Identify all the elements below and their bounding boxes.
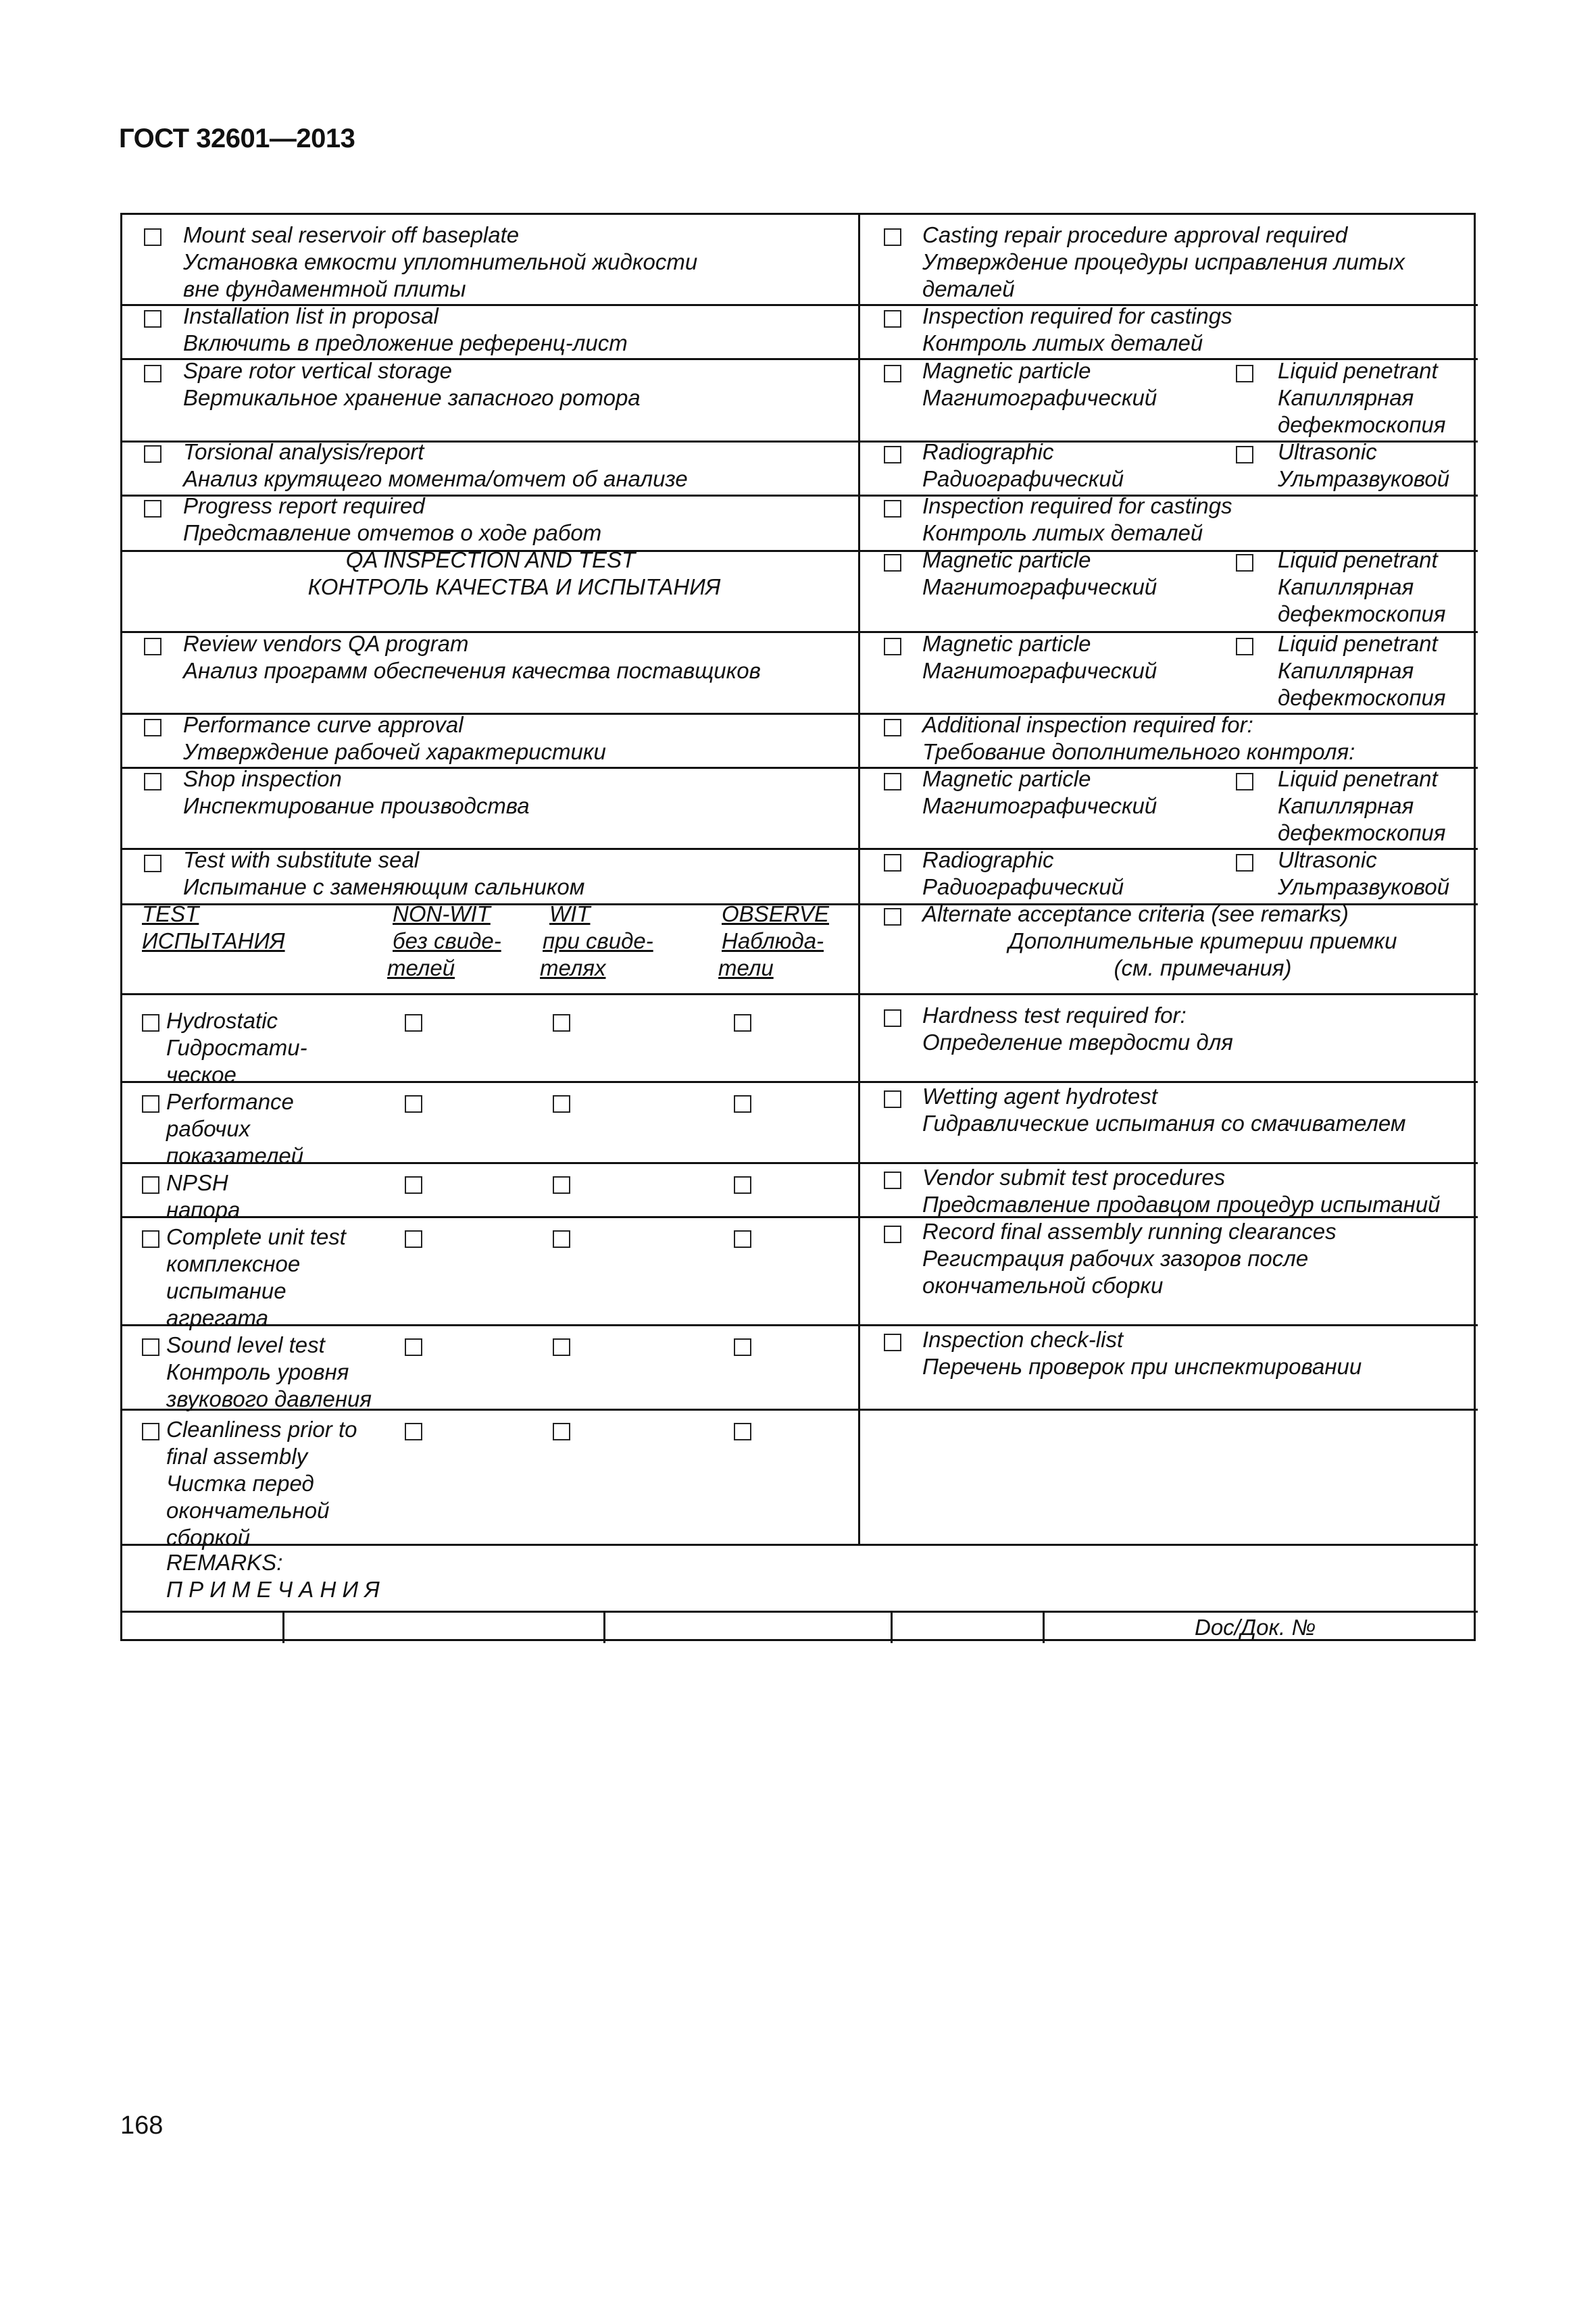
qa-title: QA INSPECTION AND TEST <box>345 547 636 572</box>
checkbox-review-qa[interactable] <box>144 638 161 655</box>
col-nonwit-ru2: телей <box>387 955 455 980</box>
table-cell <box>122 1613 284 1643</box>
col-nonwit: NON-WIT <box>393 901 491 926</box>
form-text: дефектоскопия <box>1278 412 1446 437</box>
form-text: Капиллярная <box>1278 574 1414 599</box>
document-header: ГОСТ 32601—2013 <box>119 124 355 153</box>
checkbox-magnetic-particle[interactable] <box>884 365 901 382</box>
checkbox-liquid-penetrant[interactable] <box>1236 773 1253 790</box>
table-cell <box>284 1613 605 1643</box>
checkbox-inspection-checklist[interactable] <box>884 1334 901 1351</box>
checkbox-inspection-castings-2[interactable] <box>884 500 901 518</box>
test-name: Hydrostatic <box>166 1008 278 1033</box>
form-text: Liquid penetrant <box>1278 631 1438 656</box>
checkbox-test-t1[interactable] <box>142 1014 159 1032</box>
form-text: Liquid penetrant <box>1278 547 1438 572</box>
checkbox-observe[interactable] <box>734 1423 751 1440</box>
form-text: дефектоскопия <box>1278 601 1446 626</box>
form-text: Перечень проверок при инспектировании <box>922 1354 1362 1379</box>
checkbox-test-t3[interactable] <box>142 1176 159 1194</box>
page-number: 168 <box>120 2111 164 2140</box>
checkbox-wit[interactable] <box>553 1230 570 1248</box>
checkbox-mount-seal[interactable] <box>144 228 161 246</box>
checkbox-installation-list[interactable] <box>144 310 161 328</box>
form-text: Installation list in proposal <box>183 303 439 328</box>
form-text: Vendor submit test procedures <box>922 1165 1226 1190</box>
checkbox-spare-rotor[interactable] <box>144 365 161 382</box>
checkbox-test-t2[interactable] <box>142 1095 159 1113</box>
col-wit: WIT <box>549 901 591 926</box>
checkbox-alternate-criteria[interactable] <box>884 908 901 926</box>
test-name: звукового давления <box>166 1386 372 1411</box>
checkbox-test-t5[interactable] <box>142 1338 159 1356</box>
test-name: Complete unit test <box>166 1224 346 1249</box>
form-text: Магнитографический <box>922 385 1157 410</box>
checkbox-magnetic-particle[interactable] <box>884 773 901 790</box>
form-text: Представление продавцом процедур испытаний <box>922 1192 1441 1217</box>
form-text: Контроль литых деталей <box>922 520 1203 545</box>
remarks-label-ru: П Р И М Е Ч А Н И Я <box>166 1577 380 1602</box>
form-text: Inspection check-list <box>922 1327 1124 1352</box>
form-text: Wetting agent hydrotest <box>922 1084 1157 1109</box>
form-text: Включить в предложение референц-лист <box>183 330 628 355</box>
form-text: Magnetic particle <box>922 547 1091 572</box>
checkbox-observe[interactable] <box>734 1176 751 1194</box>
form-text: Inspection required for castings <box>922 303 1232 328</box>
form-text: Магнитографический <box>922 658 1157 683</box>
checkbox-liquid-penetrant[interactable] <box>1236 638 1253 655</box>
test-name: NPSH <box>166 1170 228 1195</box>
form-text: Mount seal reservoir off baseplate <box>183 222 520 247</box>
test-name: Sound level test <box>166 1332 325 1357</box>
checkbox-test-t6[interactable] <box>142 1423 159 1440</box>
form-text: Испытание с заменяющим сальником <box>183 874 585 899</box>
col-wit-ru2: телях <box>540 955 606 980</box>
checkbox-nonwit[interactable] <box>405 1423 422 1440</box>
form-text: деталей <box>922 276 1015 301</box>
form-text: Радиографический <box>922 466 1124 491</box>
form-text: Spare rotor vertical storage <box>183 358 453 383</box>
table-cell <box>893 1613 1045 1643</box>
test-name: показателей <box>166 1143 304 1168</box>
form-text: Progress report required <box>183 493 425 518</box>
checkbox-radiographic[interactable] <box>884 854 901 872</box>
checkbox-liquid-penetrant[interactable] <box>1236 554 1253 572</box>
checkbox-vendor-procedures[interactable] <box>884 1172 901 1189</box>
form-text: Record final assembly running clearances <box>922 1219 1337 1244</box>
checkbox-nonwit[interactable] <box>405 1230 422 1248</box>
form-text: Утверждение процедуры исправления литых <box>922 249 1405 274</box>
form-text: Анализ программ обеспечения качества поставщиков <box>183 658 761 683</box>
doc-number-label: Doc/Док. № <box>1195 1615 1316 1640</box>
form-text: Анализ крутящего момента/отчет об анализе <box>183 466 688 491</box>
checkbox-wit[interactable] <box>553 1338 570 1356</box>
form-text: Radiographic <box>922 439 1054 464</box>
test-name: рабочих <box>166 1116 251 1141</box>
form-text: Shop inspection <box>183 766 342 791</box>
form-text: Radiographic <box>922 847 1054 872</box>
form-text: Inspection required for castings <box>922 493 1232 518</box>
table-cell <box>605 1613 893 1643</box>
form-text: Liquid penetrant <box>1278 766 1438 791</box>
checkbox-substitute-seal[interactable] <box>144 855 161 872</box>
form-text: Liquid penetrant <box>1278 358 1438 383</box>
form-text: дефектоскопия <box>1278 685 1446 710</box>
checkbox-progress-report[interactable] <box>144 500 161 518</box>
col-observe-ru: Наблюда- <box>722 928 824 953</box>
form-text: Casting repair procedure approval required <box>922 222 1348 247</box>
test-name: Cleanliness prior to <box>166 1417 357 1442</box>
checkbox-nonwit[interactable] <box>405 1338 422 1356</box>
checkbox-shop-inspection[interactable] <box>144 773 161 790</box>
test-name: окончательной <box>166 1498 330 1523</box>
form-text: Капиллярная <box>1278 385 1414 410</box>
form-text: Капиллярная <box>1278 793 1414 818</box>
remarks-label: REMARKS: <box>166 1550 283 1575</box>
checkbox-observe[interactable] <box>734 1338 751 1356</box>
form-text: Alternate acceptance criteria (see remarks) <box>922 901 1349 926</box>
checkbox-wit[interactable] <box>553 1014 570 1032</box>
form-text: Ультразвуковой <box>1278 874 1450 899</box>
checkbox-torsional[interactable] <box>144 445 161 463</box>
col-nonwit-ru: без свиде- <box>393 928 501 953</box>
checkbox-ultrasonic[interactable] <box>1236 446 1253 463</box>
col-observe-ru2: тели <box>718 955 774 980</box>
form-text: Радиографический <box>922 874 1124 899</box>
checkbox-record-clearances[interactable] <box>884 1226 901 1243</box>
form-text: Torsional analysis/report <box>183 439 424 464</box>
checkbox-magnetic-particle[interactable] <box>884 554 901 572</box>
checkbox-magnetic-particle[interactable] <box>884 638 901 655</box>
form-text: Утверждение рабочей характеристики <box>183 739 606 764</box>
form-text: Magnetic particle <box>922 766 1091 791</box>
test-name: Контроль уровня <box>166 1359 349 1384</box>
checkbox-test-t4[interactable] <box>142 1230 159 1248</box>
test-name: агрегата <box>166 1305 269 1330</box>
criteria-ru: Дополнительные критерии приемки <box>1008 928 1397 953</box>
form-text: Performance curve approval <box>183 712 464 737</box>
form-text: Контроль литых деталей <box>922 330 1203 355</box>
checkbox-wit[interactable] <box>553 1095 570 1113</box>
col-test: TEST <box>142 901 199 926</box>
checkbox-additional-inspection[interactable] <box>884 719 901 736</box>
form-text: Ультразвуковой <box>1278 466 1450 491</box>
form-text: окончательной сборки <box>922 1273 1164 1298</box>
checkbox-casting-repair[interactable] <box>884 228 901 246</box>
table-cell <box>860 1411 1478 1546</box>
checkbox-wetting-agent[interactable] <box>884 1090 901 1108</box>
checkbox-performance-curve[interactable] <box>144 719 161 736</box>
col-observe: OBSERVE <box>722 901 829 926</box>
form-text: Определение твердости для <box>922 1030 1233 1055</box>
form-text: Магнитографический <box>922 574 1157 599</box>
form-text: Ultrasonic <box>1278 847 1377 872</box>
form-text: Капиллярная <box>1278 658 1414 683</box>
col-wit-ru: при свиде- <box>543 928 653 953</box>
form-text: дефектоскопия <box>1278 820 1446 845</box>
checkbox-observe[interactable] <box>734 1095 751 1113</box>
checkbox-observe[interactable] <box>734 1230 751 1248</box>
form-text: Hardness test required for: <box>922 1003 1187 1028</box>
checkbox-wit[interactable] <box>553 1176 570 1194</box>
criteria-ru2: (см. примечания) <box>1114 955 1292 980</box>
form-text: Магнитографический <box>922 793 1157 818</box>
test-name: final assembly <box>166 1444 308 1469</box>
form-text: вне фундаментной плиты <box>183 276 466 301</box>
form-text: Magnetic particle <box>922 358 1091 383</box>
form-text: Регистрация рабочих зазоров после <box>922 1246 1309 1271</box>
form-text: Test with substitute seal <box>183 847 420 872</box>
checkbox-hardness-test[interactable] <box>884 1009 901 1027</box>
checkbox-nonwit[interactable] <box>405 1095 422 1113</box>
checkbox-wit[interactable] <box>553 1423 570 1440</box>
form-text: Magnetic particle <box>922 631 1091 656</box>
form-text: Гидравлические испытания со смачивателем <box>922 1111 1406 1136</box>
form-text: Установка емкости уплотнительной жидкости <box>183 249 698 274</box>
form-text: Вертикальное хранение запасного ротора <box>183 385 641 410</box>
checkbox-ultrasonic[interactable] <box>1236 854 1253 872</box>
checkbox-observe[interactable] <box>734 1014 751 1032</box>
form-text: Инспектирование производства <box>183 793 530 818</box>
test-name: комплексное <box>166 1251 301 1276</box>
test-name: напора <box>166 1197 241 1222</box>
qa-title-ru: КОНТРОЛЬ КАЧЕСТВА И ИСПЫТАНИЯ <box>307 574 721 599</box>
form-text: Review vendors QA program <box>183 631 469 656</box>
form-text: Требование дополнительного контроля: <box>922 739 1355 764</box>
test-name: Performance <box>166 1089 294 1114</box>
test-name: Чистка перед <box>166 1471 314 1496</box>
checkbox-liquid-penetrant[interactable] <box>1236 365 1253 382</box>
test-name: ческое <box>166 1062 236 1087</box>
checkbox-radiographic[interactable] <box>884 446 901 463</box>
form-text: Представление отчетов о ходе работ <box>183 520 602 545</box>
checkbox-nonwit[interactable] <box>405 1014 422 1032</box>
col-test-ru: ИСПЫТАНИЯ <box>142 928 285 953</box>
test-name: испытание <box>166 1278 286 1303</box>
form-text: Ultrasonic <box>1278 439 1377 464</box>
test-name: сборкой <box>166 1525 251 1550</box>
inspection-form-table <box>120 213 1476 1641</box>
test-name: Гидростати- <box>166 1035 307 1060</box>
form-text: Additional inspection required for: <box>922 712 1253 737</box>
checkbox-nonwit[interactable] <box>405 1176 422 1194</box>
checkbox-inspection-castings[interactable] <box>884 310 901 328</box>
